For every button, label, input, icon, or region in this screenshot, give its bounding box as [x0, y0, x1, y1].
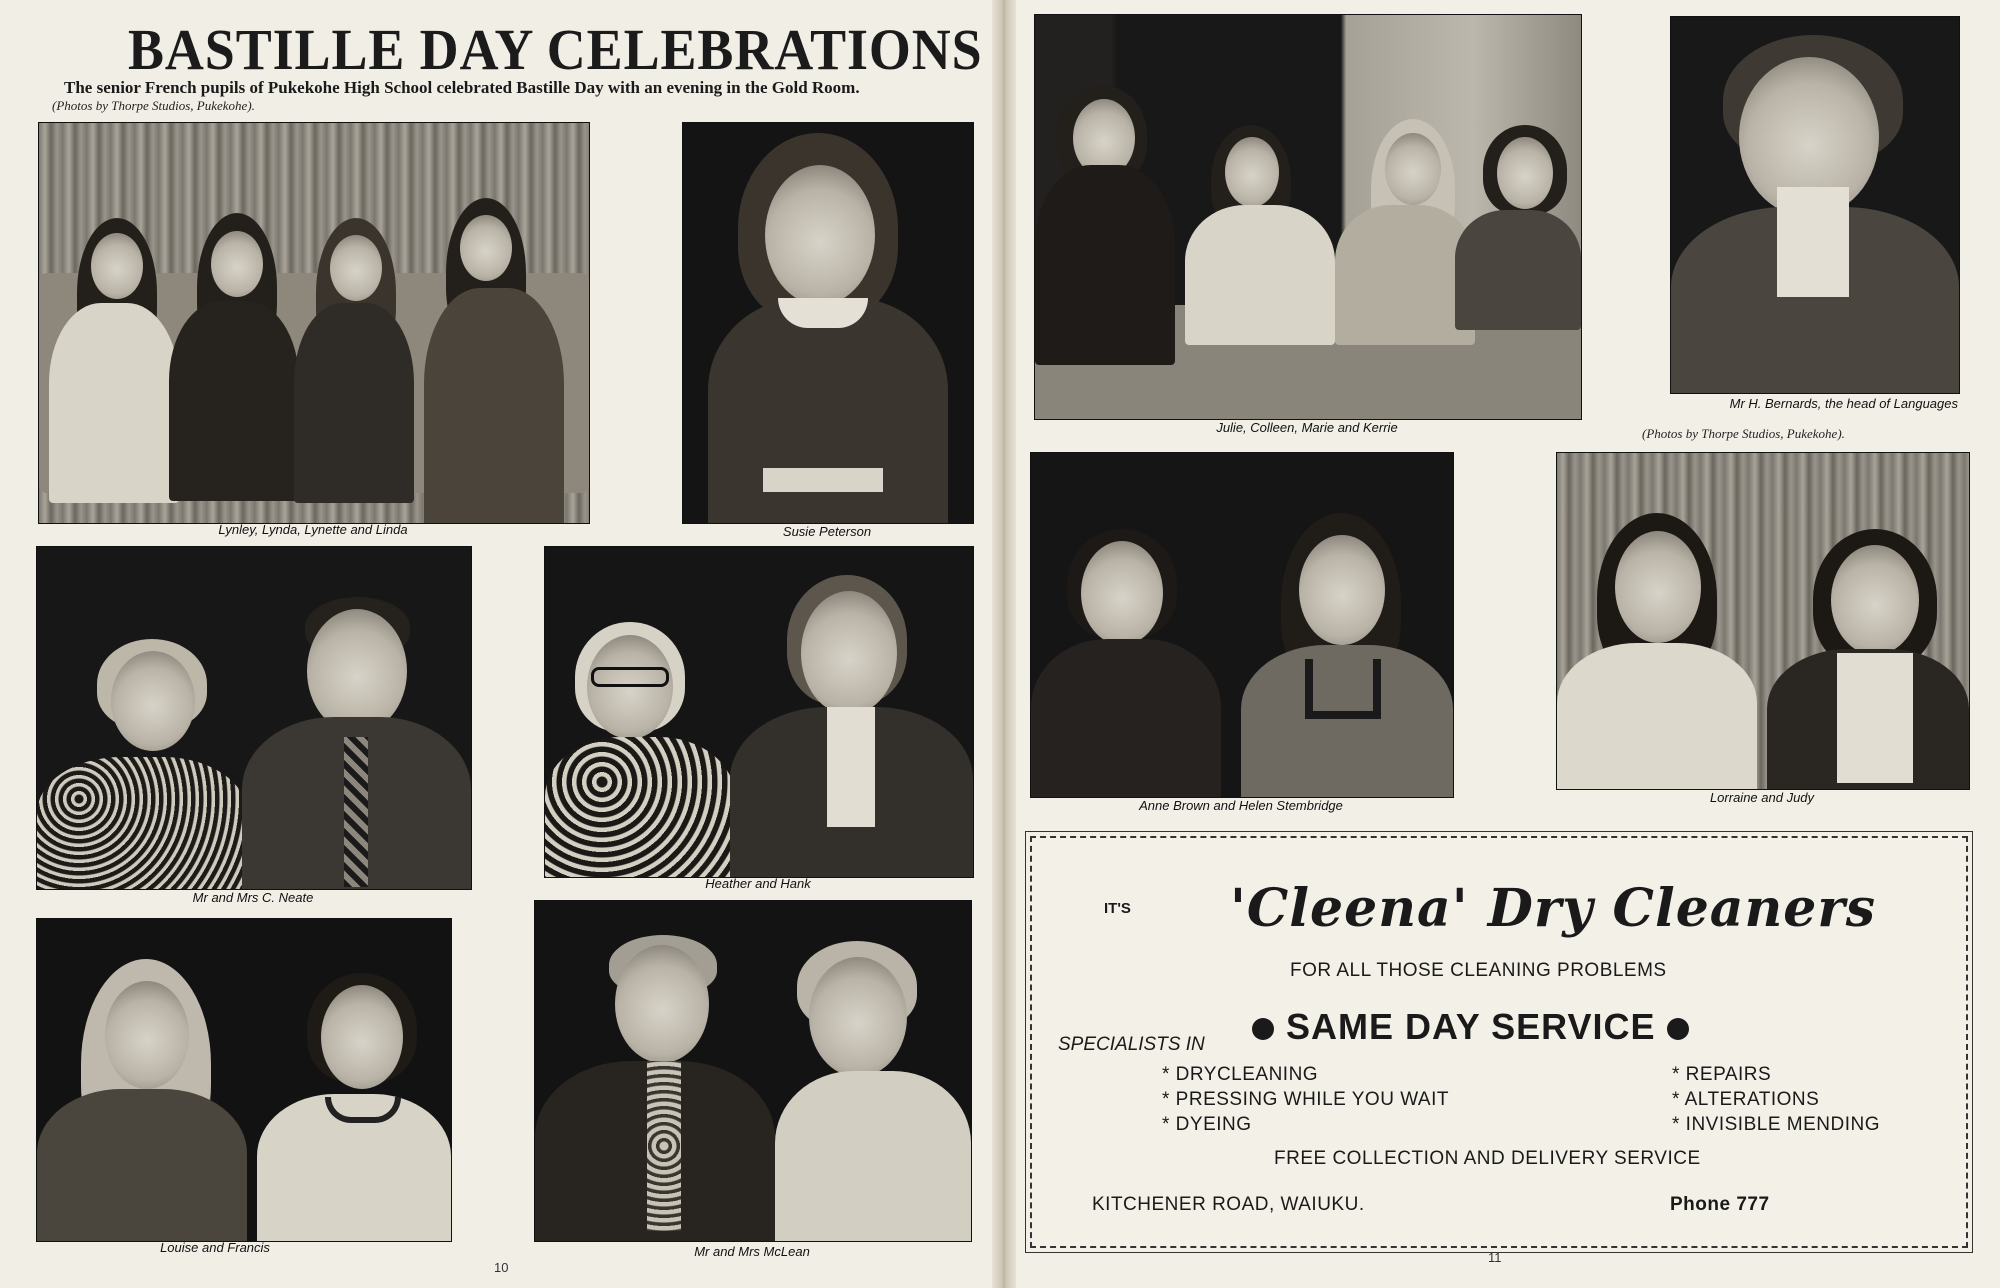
ad-delivery: FREE COLLECTION AND DELIVERY SERVICE	[1274, 1148, 1701, 1169]
ad-service-pressing: * PRESSING WHILE YOU WAIT	[1162, 1089, 1449, 1110]
photo-bernards	[1670, 16, 1960, 394]
page-number-left: 10	[494, 1260, 509, 1275]
photo-mclean	[534, 900, 972, 1242]
caption-mclean: Mr and Mrs McLean	[694, 1244, 810, 1259]
caption-bernards: Mr H. Bernards, the head of Languages	[1729, 396, 1958, 411]
intro-text: The senior French pupils of Pukekohe High School celebrated Bastille Day with an evening in the Gold Room.	[64, 78, 860, 97]
photo-credit-left: (Photos by Thorpe Studios, Pukekohe).	[52, 98, 255, 113]
photo-group-sofa	[38, 122, 590, 524]
caption-heather-hank: Heather and Hank	[705, 876, 811, 891]
page-gutter	[992, 0, 1016, 1288]
ad-service-alterations: * ALTERATIONS	[1672, 1089, 1820, 1110]
ad-service-dyeing: * DYEING	[1162, 1114, 1252, 1135]
caption-julie-group: Julie, Colleen, Marie and Kerrie	[1216, 420, 1398, 435]
caption-louise-francis: Louise and Francis	[160, 1240, 270, 1255]
caption-anne-helen: Anne Brown and Helen Stembridge	[1139, 798, 1343, 813]
ad-same-day: SAME DAY SERVICE	[1240, 1006, 1701, 1048]
photo-susie-peterson	[682, 122, 974, 524]
photo-heather-hank	[544, 546, 974, 878]
page-headline: BASTILLE DAY CELEBRATIONS	[128, 17, 983, 82]
bullet-dot	[1252, 1018, 1274, 1040]
caption-lorraine-judy: Lorraine and Judy	[1709, 790, 1815, 805]
photo-louise-francis	[36, 918, 452, 1242]
ad-service-repairs: * REPAIRS	[1672, 1064, 1772, 1085]
page-number-right: 11	[1488, 1250, 1502, 1265]
photo-julie-group	[1034, 14, 1582, 420]
ad-brand-name: 'Cleena' Dry Cleaners	[1230, 878, 1877, 939]
bullet-dot	[1667, 1018, 1689, 1040]
caption-neate: Mr and Mrs C. Neate	[192, 890, 314, 905]
ad-tagline: FOR ALL THOSE CLEANING PROBLEMS	[1290, 960, 1667, 981]
ad-service-mending: * INVISIBLE MENDING	[1672, 1114, 1880, 1135]
cleena-advertisement	[1030, 836, 1968, 1248]
caption-susie-peterson: Susie Peterson	[782, 524, 872, 539]
caption-group-sofa: Lynley, Lynda, Lynette and Linda	[218, 522, 408, 537]
photo-lorraine-judy	[1556, 452, 1970, 790]
ad-address: KITCHENER ROAD, WAIUKU.	[1092, 1194, 1365, 1215]
ad-phone: Phone 777	[1670, 1194, 1770, 1215]
ad-specialists: SPECIALISTS IN	[1058, 1034, 1205, 1055]
ad-service-drycleaning: * DRYCLEANING	[1162, 1064, 1319, 1085]
photo-neate	[36, 546, 472, 890]
photo-credit-right: (Photos by Thorpe Studios, Pukekohe).	[1642, 426, 1845, 441]
ad-its: IT'S	[1104, 900, 1131, 917]
photo-anne-helen	[1030, 452, 1454, 798]
